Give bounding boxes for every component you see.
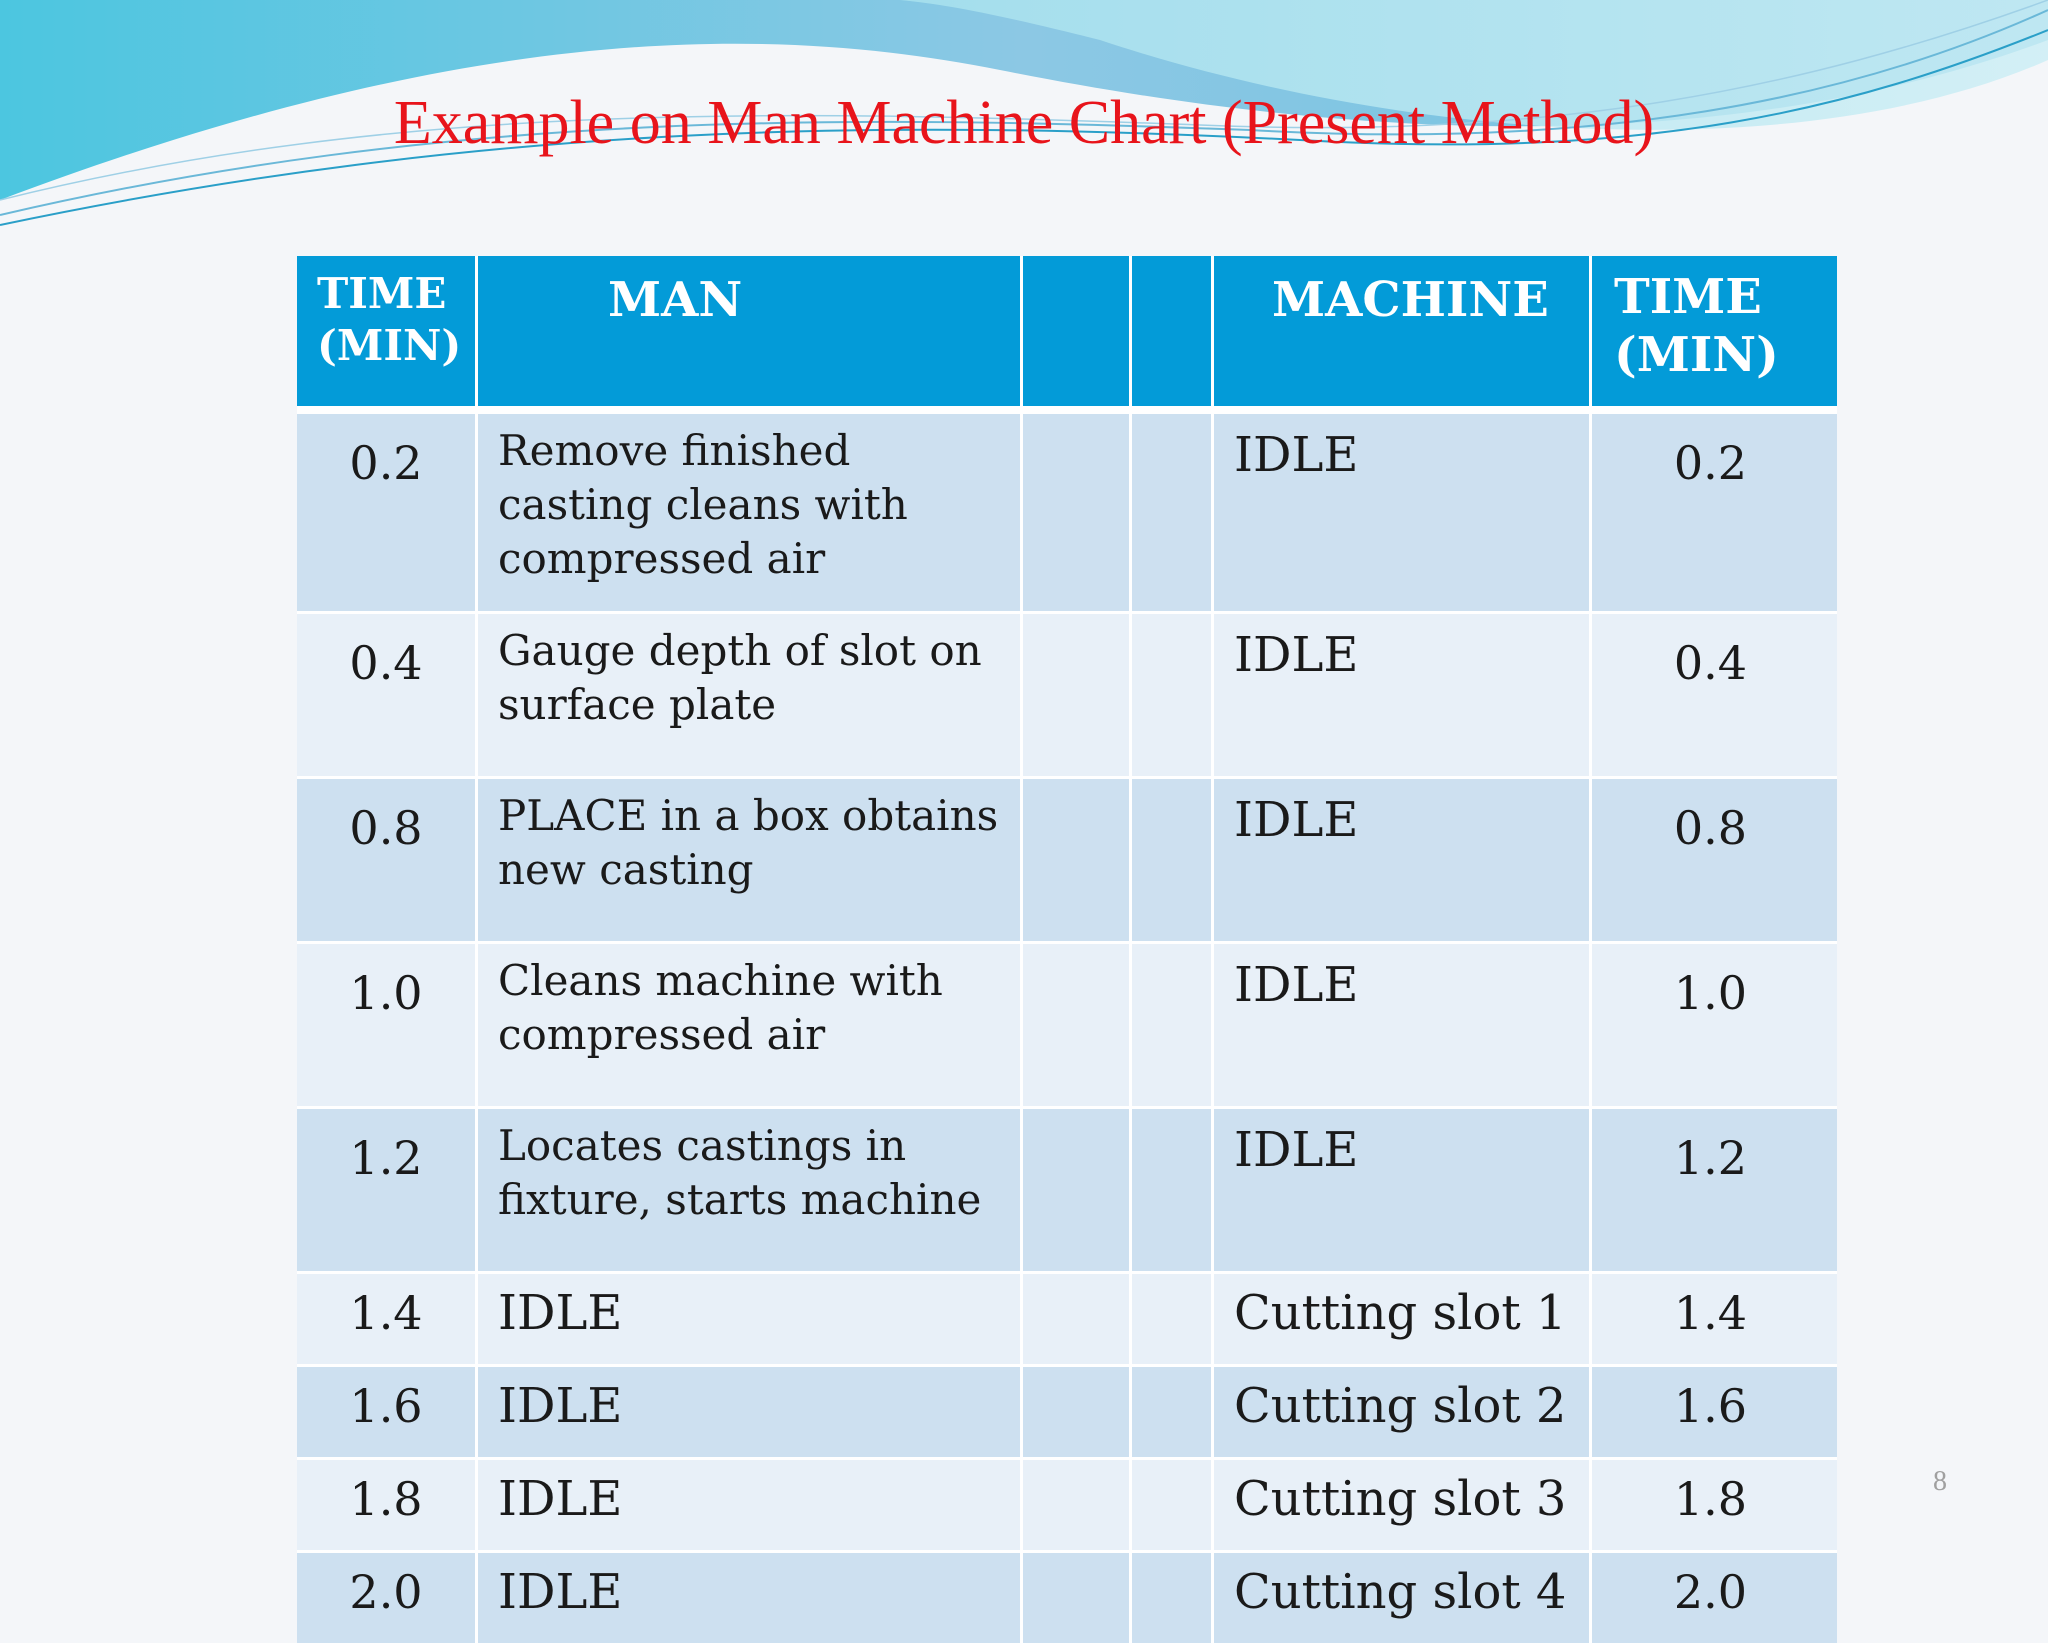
table-row <box>297 1553 1837 1643</box>
empty-cell <box>1132 1367 1214 1460</box>
time-cell: 0.4 <box>297 614 478 779</box>
man-activity-cell: IDLE <box>478 1274 1023 1367</box>
table-row <box>297 779 1837 944</box>
slide-title: Example on Man Machine Chart (Present Method) <box>393 89 1655 157</box>
header-time-right: TIME (MIN) <box>1592 256 1837 414</box>
empty-cell <box>1132 414 1214 614</box>
table-row <box>297 1274 1837 1367</box>
empty-cell <box>1132 944 1214 1109</box>
man-activity-cell: IDLE <box>478 1367 1023 1460</box>
machine-activity-cell: Cutting slot 1 <box>1214 1274 1592 1367</box>
table-row <box>297 1460 1837 1553</box>
empty-cell <box>1023 1553 1132 1643</box>
table-row <box>297 414 1837 614</box>
man-activity-cell: Cleans machine with compressed air <box>478 944 1023 1109</box>
table-row <box>297 1109 1837 1274</box>
empty-cell <box>1132 614 1214 779</box>
machine-activity-cell: Cutting slot 3 <box>1214 1460 1592 1553</box>
time-right-cell: 2.0 <box>1592 1553 1837 1643</box>
man-activity-cell: IDLE <box>478 1553 1023 1643</box>
time-cell: 2.0 <box>297 1553 478 1643</box>
time-cell: 1.0 <box>297 944 478 1109</box>
time-right-cell: 1.6 <box>1592 1367 1837 1460</box>
time-right-cell: 1.2 <box>1592 1109 1837 1274</box>
time-cell: 0.2 <box>297 414 478 614</box>
man-activity-cell: IDLE <box>478 1460 1023 1553</box>
empty-cell <box>1023 1460 1132 1553</box>
empty-cell <box>1132 779 1214 944</box>
table-row <box>297 944 1837 1109</box>
man-activity-cell: Locates castings in fixture, starts machine <box>478 1109 1023 1274</box>
header-man: MAN <box>478 256 1023 414</box>
empty-cell <box>1023 944 1132 1109</box>
empty-cell <box>1023 614 1132 779</box>
time-cell: 1.6 <box>297 1367 478 1460</box>
table-row <box>297 1367 1837 1460</box>
header-time-left: TIME (MIN) <box>297 256 478 414</box>
man-activity-cell: Gauge depth of slot on surface plate <box>478 614 1023 779</box>
time-right-cell: 1.0 <box>1592 944 1837 1109</box>
header-blank-1 <box>1023 256 1132 414</box>
man-activity-cell: PLACE in a box obtains new casting <box>478 779 1023 944</box>
time-right-cell: 0.4 <box>1592 614 1837 779</box>
machine-activity-cell: IDLE <box>1214 614 1592 779</box>
time-cell: 1.2 <box>297 1109 478 1274</box>
time-cell: 1.8 <box>297 1460 478 1553</box>
empty-cell <box>1023 779 1132 944</box>
machine-activity-cell: IDLE <box>1214 414 1592 614</box>
page-number: 8 <box>1933 1466 1947 1497</box>
empty-cell <box>1023 1274 1132 1367</box>
empty-cell <box>1132 1274 1214 1367</box>
time-cell: 1.4 <box>297 1274 478 1367</box>
time-right-cell: 1.8 <box>1592 1460 1837 1553</box>
empty-cell <box>1023 414 1132 614</box>
time-right-cell: 0.8 <box>1592 779 1837 944</box>
man-machine-chart-table <box>297 256 1837 1643</box>
empty-cell <box>1132 1109 1214 1274</box>
empty-cell <box>1132 1460 1214 1553</box>
machine-activity-cell: IDLE <box>1214 1109 1592 1274</box>
time-right-cell: 0.2 <box>1592 414 1837 614</box>
machine-activity-cell: IDLE <box>1214 779 1592 944</box>
machine-activity-cell: Cutting slot 4 <box>1214 1553 1592 1643</box>
empty-cell <box>1023 1109 1132 1274</box>
empty-cell <box>1023 1367 1132 1460</box>
time-right-cell: 1.4 <box>1592 1274 1837 1367</box>
time-cell: 0.8 <box>297 779 478 944</box>
header-machine: MACHINE <box>1214 256 1592 414</box>
machine-activity-cell: Cutting slot 2 <box>1214 1367 1592 1460</box>
machine-activity-cell: IDLE <box>1214 944 1592 1109</box>
table-header-row <box>297 256 1837 414</box>
man-activity-cell: Remove finished casting cleans with compressed air <box>478 414 1023 614</box>
table-row <box>297 614 1837 779</box>
header-blank-2 <box>1132 256 1214 414</box>
empty-cell <box>1132 1553 1214 1643</box>
